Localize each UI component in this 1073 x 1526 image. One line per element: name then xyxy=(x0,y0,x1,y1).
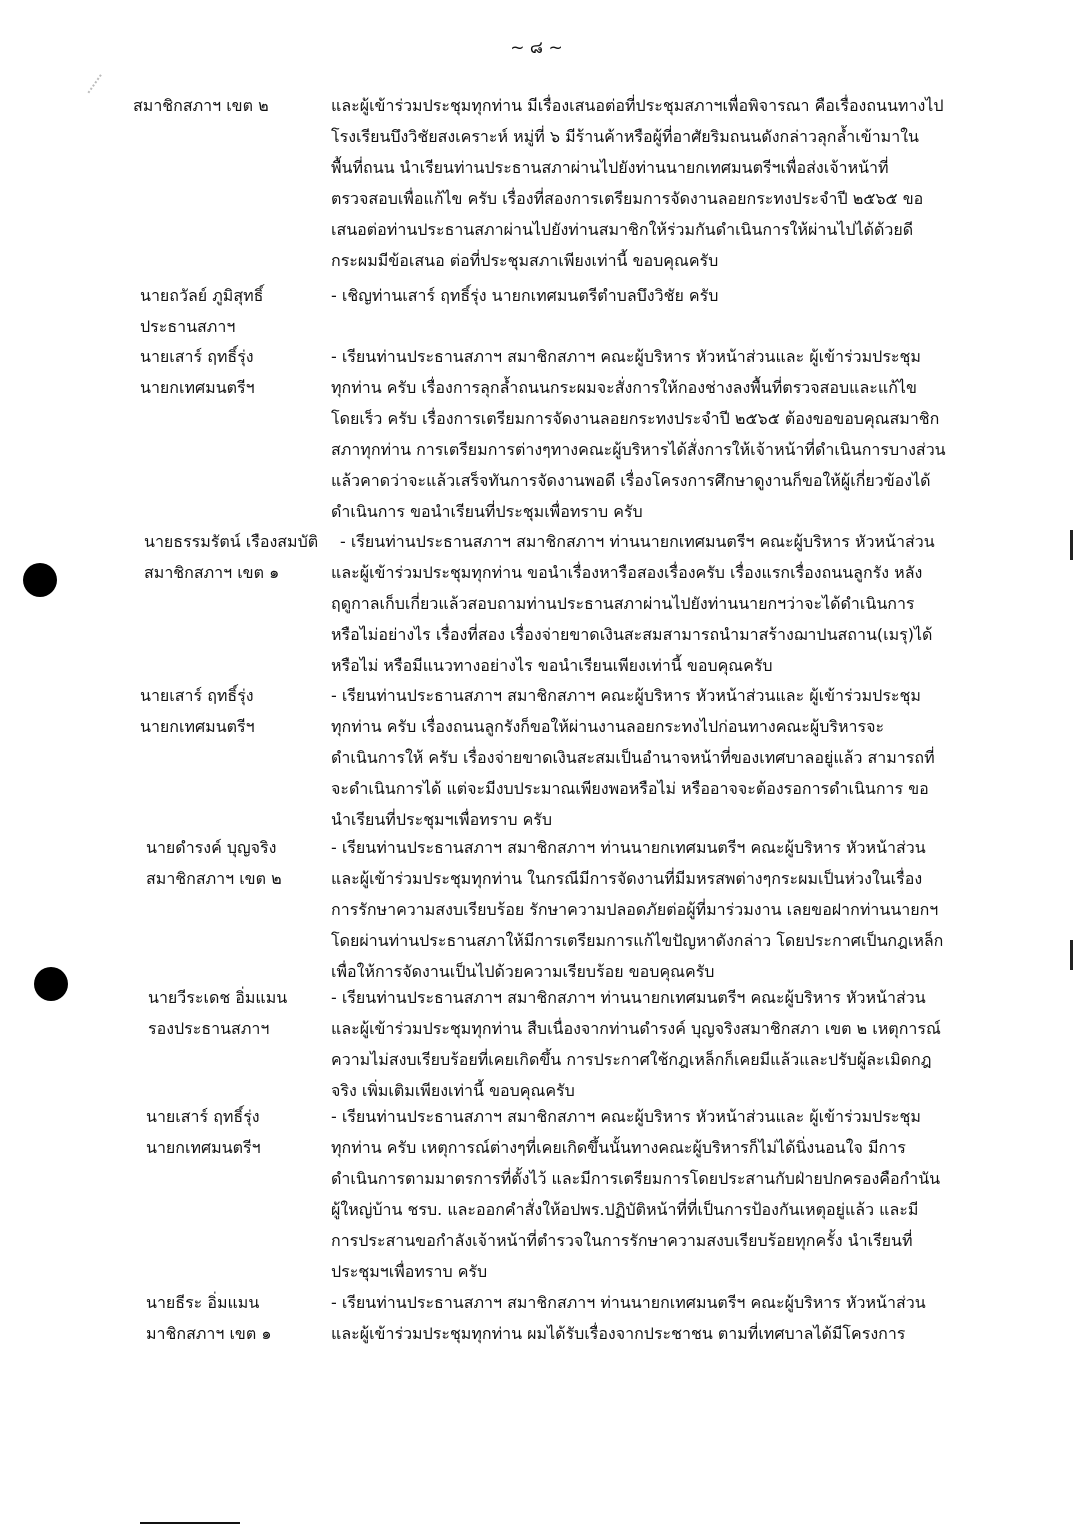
speech-line: และผู้เข้าร่วมประชุมทุกท่าน ขอนำเรื่องหารือสองเรื่องครับ เรื่องแรกเรื่องถนนลูกรัง หลัง xyxy=(331,563,923,582)
speech-line: - เรียนท่านประธานสภาฯ สมาชิกสภาฯ ท่านนายกเทศมนตรีฯ คณะผู้บริหาร หัวหน้าส่วน xyxy=(331,1293,926,1312)
speech-line: ความไม่สงบเรียบร้อยที่เคยเกิดขึ้น การประกาศใช้กฎเหล็กก็เคยมีแล้วและปรับผู้ละเมิดกฎ xyxy=(331,1050,932,1069)
speaker-block xyxy=(148,982,348,1044)
speech-line: ประชุมฯเพื่อทราบ ครับ xyxy=(331,1262,488,1281)
speech-line: หรือไม่ หรือมีแนวทางอย่างไร ขอนำเรียนเพียงเท่านี้ ขอบคุณครับ xyxy=(331,656,773,675)
speaker-name: นายธีระ อิ่มแมน xyxy=(146,1293,260,1312)
speech-line: - เชิญท่านเสาร์ ฤทธิ์รุ่ง นายกเทศมนตรีตำบลบึงวิชัย ครับ xyxy=(331,286,719,305)
speaker-name: นายธรรมรัตน์ เรืองสมบัติ xyxy=(144,532,319,551)
speech-line: ตรวจสอบเพื่อแก้ไข ครับ เรื่องที่สองการเตรียมการจัดงานลอยกระทงประจำปี ๒๕๖๕ ขอ xyxy=(331,189,924,208)
speech-line: ดำเนินการ ขอนำเรียนที่ประชุมเพื่อทราบ ครับ xyxy=(331,502,643,521)
punch-hole xyxy=(34,967,68,1001)
speaker-block xyxy=(133,90,333,121)
speech-line: โดยผ่านท่านประธานสภาให้มีการเตรียมการแก้ไขปัญหาดังกล่าว โดยประกาศเป็นกฎเหล็ก xyxy=(331,931,944,950)
speaker-name: นายดำรงค์ บุญจริง xyxy=(146,838,277,857)
speaker-block xyxy=(146,1287,346,1349)
scan-smudge xyxy=(87,74,116,103)
speech-line: การรักษาความสงบเรียบร้อย รักษาความปลอดภัยต่อผู้ที่มาร่วมงาน เลยขอฝากท่านนายกฯ xyxy=(331,900,939,919)
speech-line: - เรียนท่านประธานสภาฯ สมาชิกสภาฯ ท่านนายกเทศมนตรีฯ คณะผู้บริหาร หัวหน้าส่วน xyxy=(331,838,926,857)
speech-line: โดยเร็ว ครับ เรื่องการเตรียมการจัดงานลอยกระทงประจำปี ๒๕๖๕ ต้องขอขอบคุณสมาชิก xyxy=(331,409,940,428)
speaker-block xyxy=(140,341,340,403)
speech-line: ทุกท่าน ครับ เรื่องถนนลูกรังก็ขอให้ผ่านงานลอยกระทงไปก่อนทางคณะผู้บริหารจะ xyxy=(331,717,885,736)
scan-bottom-line xyxy=(140,1522,240,1524)
speech-line: - เรียนท่านประธานสภาฯ สมาชิกสภาฯ คณะผู้บริหาร หัวหน้าส่วนและ ผู้เข้าร่วมประชุม xyxy=(331,1107,921,1126)
speech-block xyxy=(340,526,1005,557)
speech-line: - เรียนท่านประธานสภาฯ สมาชิกสภาฯ ท่านนายกเทศมนตรีฯ คณะผู้บริหาร หัวหน้าส่วน xyxy=(340,532,935,551)
speech-line: จริง เพิ่มเติมเพียงเท่านี้ ขอบคุณครับ xyxy=(331,1081,575,1100)
speech-block xyxy=(331,832,996,987)
speech-line: - เรียนท่านประธานสภาฯ สมาชิกสภาฯ คณะผู้บริหาร หัวหน้าส่วนและ ผู้เข้าร่วมประชุม xyxy=(331,686,921,705)
speech-block xyxy=(331,982,996,1106)
speech-line: และผู้เข้าร่วมประชุมทุกท่าน มีเรื่องเสนอต่อที่ประชุมสภาฯเพื่อพิจารณา คือเรื่องถนนทางไป xyxy=(331,96,944,115)
speaker-role: นายกเทศมนตรีฯ xyxy=(146,1138,261,1157)
speech-line: กระผมมีข้อเสนอ ต่อที่ประชุมสภาเพียงเท่านี้ ขอบคุณครับ xyxy=(331,251,719,270)
speech-line: แล้วคาดว่าจะแล้วเสร็จทันการจัดงานพอดี เรื่องโครงการศึกษาดูงานก็ขอให้ผู้เกี่ยวข้องได้ xyxy=(331,471,931,490)
speech-line: - เรียนท่านประธานสภาฯ สมาชิกสภาฯ ท่านนายกเทศมนตรีฯ คณะผู้บริหาร หัวหน้าส่วน xyxy=(331,988,926,1007)
speaker-block xyxy=(140,680,340,742)
speech-line: นำเรียนที่ประชุมฯเพื่อทราบ ครับ xyxy=(331,810,553,829)
speaker-name: นายวีระเดช อิ่มแมน xyxy=(148,988,288,1007)
speaker-block xyxy=(140,280,340,342)
speaker-role: สมาชิกสภาฯ เขต ๑ xyxy=(144,563,280,582)
speech-line: - เรียนท่านประธานสภาฯ สมาชิกสภาฯ คณะผู้บริหาร หัวหน้าส่วนและ ผู้เข้าร่วมประชุม xyxy=(331,347,921,366)
speech-block xyxy=(331,557,996,681)
speaker-name: นายเสาร์ ฤทธิ์รุ่ง xyxy=(140,686,254,705)
speech-line: การประสานขอกำลังเจ้าหน้าที่ตำรวจในการรักษาความสงบเรียบร้อยทุกครั้ง นำเรียนที่ xyxy=(331,1231,913,1250)
speech-block xyxy=(331,280,996,311)
speech-line: และผู้เข้าร่วมประชุมทุกท่าน สืบเนื่องจากท่านดำรงค์ บุญจริงสมาชิกสภา เขต ๒ เหตุการณ์ xyxy=(331,1019,941,1038)
speech-line: หรือไม่อย่างไร เรื่องที่สอง เรื่องจ่ายขาดเงินสะสมสามารถนำมาสร้างฌาปนสถาน(เมรุ)ได้ xyxy=(331,625,933,644)
speaker-role: รองประธานสภาฯ xyxy=(148,1019,270,1038)
speech-line: ดำเนินการตามมาตรการที่ตั้งไว้ และมีการเตรียมการโดยประสานกับฝ่ายปกครองคือกำนัน xyxy=(331,1169,941,1188)
speech-line: ฤดูกาลเก็บเกี่ยวแล้วสอบถามท่านประธานสภาผ่านไปยังท่านนายกฯว่าจะได้ดำเนินการ xyxy=(331,594,915,613)
speech-line: ทุกท่าน ครับ เหตุการณ์ต่างๆที่เคยเกิดขึ้นนั้นทางคณะผู้บริหารก็ไม่ได้นิ่งนอนใจ มีการ xyxy=(331,1138,906,1157)
speech-line: พื้นที่ถนน นำเรียนท่านประธานสภาผ่านไปยังท่านนายกเทศมนตรีฯเพื่อส่งเจ้าหน้าที่ xyxy=(331,158,889,177)
speaker-block xyxy=(146,832,346,894)
speaker-block xyxy=(146,1101,346,1163)
speaker-name: นายเสาร์ ฤทธิ์รุ่ง xyxy=(146,1107,260,1126)
speech-line: ผู้ใหญ่บ้าน ชรบ. และออกคำสั่งให้อปพร.ปฏิบัติหน้าที่ที่เป็นการป้องกันเหตุอยู่แล้ว และมี xyxy=(331,1200,919,1219)
page-number: ~ ๘ ~ xyxy=(510,38,563,58)
punch-hole xyxy=(23,563,57,597)
speech-line: และผู้เข้าร่วมประชุมทุกท่าน ผมได้รับเรื่องจากประชาชน ตามที่เทศบาลได้มีโครงการ xyxy=(331,1324,906,1343)
speech-line: เสนอต่อท่านประธานสภาผ่านไปยังท่านสมาชิกให้ร่วมกันดำเนินการให้ผ่านไปได้ด้วยดี xyxy=(331,220,914,239)
speech-block xyxy=(331,341,996,527)
speech-line: ทุกท่าน ครับ เรื่องการลุกล้ำถนนกระผมจะสั่งการให้กองช่างลงพื้นที่ตรวจสอบและแก้ไข xyxy=(331,378,917,397)
speech-block xyxy=(331,680,996,835)
speech-block xyxy=(331,1287,996,1349)
speech-line: สภาทุกท่าน การเตรียมการต่างๆทางคณะผู้บริหารได้สั่งการให้เจ้าหน้าที่ดำเนินการบางส่วน xyxy=(331,440,946,459)
speech-line: เพื่อให้การจัดงานเป็นไปด้วยความเรียบร้อย ขอบคุณครับ xyxy=(331,962,715,981)
speech-block xyxy=(331,1101,996,1287)
speaker-name: นายถวัลย์ ภูมิสุทธิ์ xyxy=(140,286,264,305)
speech-line: จะดำเนินการได้ แต่จะมีงบประมาณเพียงพอหรือไม่ หรืออาจจะต้องรอการดำเนินการ ขอ xyxy=(331,779,929,798)
speaker-role: มาชิกสภาฯ เขต ๑ xyxy=(146,1324,272,1343)
speech-line: และผู้เข้าร่วมประชุมทุกท่าน ในกรณีมีการจัดงานที่มีมหรสพต่างๆกระผมเป็นห่วงในเรื่อง xyxy=(331,869,923,888)
speaker-name: นายเสาร์ ฤทธิ์รุ่ง xyxy=(140,347,254,366)
speech-line: โรงเรียนบึงวิชัยสงเคราะห์ หมู่ที่ ๖ มีร้านค้าหรือผู้ที่อาศัยริมถนนดังกล่าวลุกล้ำเข้ามาใน xyxy=(331,127,919,146)
speaker-role: สมาชิกสภาฯ เขต ๒ xyxy=(146,869,282,888)
speech-block xyxy=(331,90,996,276)
speaker-role: นายกเทศมนตรีฯ xyxy=(140,378,255,397)
speaker-role: สมาชิกสภาฯ เขต ๒ xyxy=(133,96,269,115)
speaker-role: นายกเทศมนตรีฯ xyxy=(140,717,255,736)
speaker-block xyxy=(144,526,344,588)
speech-line: ดำเนินการให้ ครับ เรื่องจ่ายขาดเงินสะสมเป็นอำนาจหน้าที่ของเทศบาลอยู่แล้ว สามารถที่ xyxy=(331,748,935,767)
speaker-role: ประธานสภาฯ xyxy=(140,317,236,336)
